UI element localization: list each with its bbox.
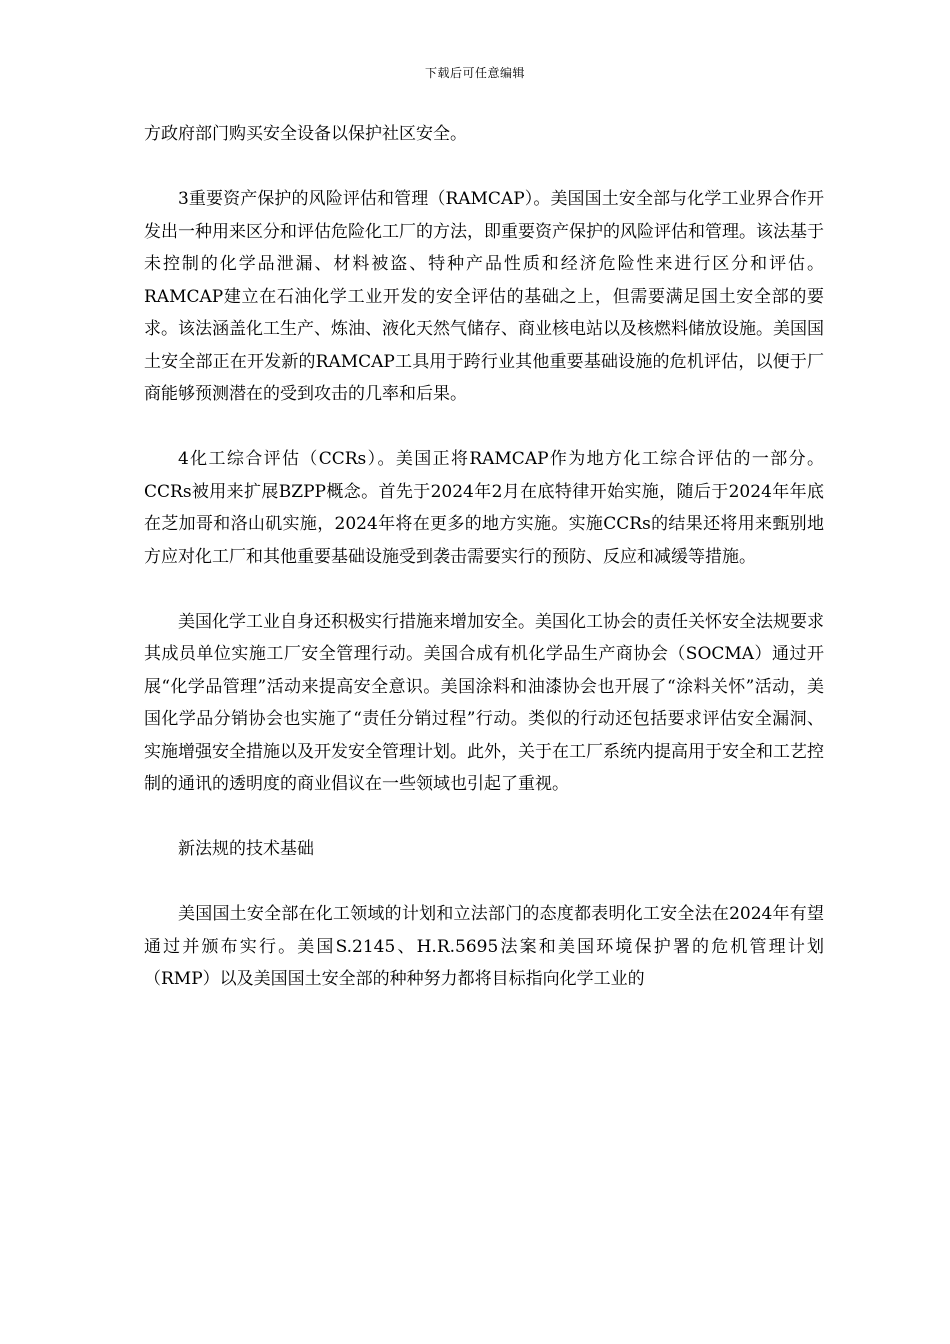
page-header: 下载后可任意编辑 xyxy=(424,66,525,80)
document-body xyxy=(144,118,824,1028)
paragraph-ccrs: 4化工综合评估（CCRs）。美国正将RAMCAP作为地方化工综合评估的一部分。CCRs被用来扩展BZPP概念。首先于2024年2月在底特律开始实施，随后于2024年年底在芝加哥和洛山矶实施，2024年将在更多的地方实施。实施CCRs的结果还将用来甄别地方应对化工厂和其他重要基础设施受到袭击需要实行的预防、反应和减缓等措施。 xyxy=(144,449,824,567)
paragraph-continuation: 方政府部门购买安全设备以保护社区安全。 xyxy=(144,124,467,144)
section-heading: 新法规的技术基础 xyxy=(178,839,314,859)
paragraph-legislation: 美国国土安全部在化工领域的计划和立法部门的态度都表明化工安全法在2024年有望通过并颁布实行。美国S.2145、H.R.5695法案和美国环境保护署的危机管理计划（RMP）以及美国国土安全部的种种努力都将目标指向化学工业的 xyxy=(144,904,824,989)
paragraph-industry-measures: 美国化学工业自身还积极实行措施来增加安全。美国化工协会的责任关怀安全法规要求其成员单位实施工厂安全管理行动。美国合成有机化学品生产商协会（SOCMA）通过开展“化学品管理”活动来提高安全意识。美国涂料和油漆协会也开展了“涂料关怀”活动，美国化学品分销协会也实施了“责任分销过程”行动。类似的行动还包括要求评估安全漏洞、实施增强安全措施以及开发安全管理计划。此外，关于在工厂系统内提高用于安全和工艺控制的通讯的透明度的商业倡议在一些领域也引起了重视。 xyxy=(144,611,824,794)
paragraph-ramcap: 3重要资产保护的风险评估和管理（RAMCAP）。美国国土安全部与化学工业界合作开发出一种用来区分和评估危险化工厂的方法，即重要资产保护的风险评估和管理。该法基于未控制的化学品泄漏、材料被盗、特种产品性质和经济危险性来进行区分和评估。RAMCAP建立在石油化学工业开发的安全评估的基础之上，但需要满足国土安全部的要求。该法涵盖化工生产、炼油、液化天然气储存、商业核电站以及核燃料储放设施。美国国土安全部正在开发新的RAMCAP工具用于跨行业其他重要基础设施的危机评估，以便于厂商能够预测潜在的受到攻击的几率和后果。 xyxy=(144,189,824,404)
